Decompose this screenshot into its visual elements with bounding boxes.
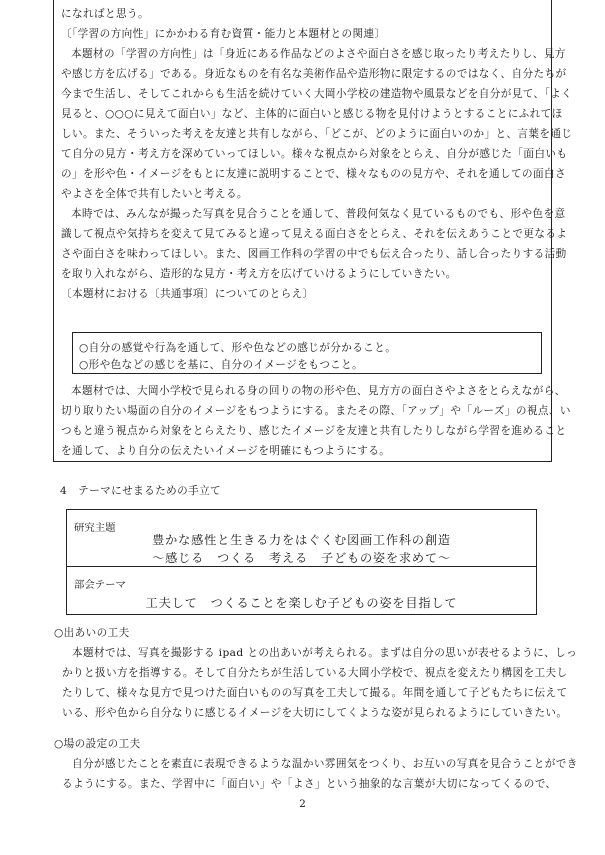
research-subtitle: ～感じる つくる 考える 子どもの姿を求めて～ [152,551,451,565]
common-item: ○自分の感覚や行為を通して、形や色などの感じが分かること。 [79,342,397,354]
text-line: 本題材では、写真を撮影する ipad との出あいが考えられる。まずは自分の思いが表せるように、しっ [72,647,578,659]
text-line: 見ると、○○○に見えて面白い」など、主体的に面白いと感じる物を見付けようとすることにふれてほ [61,108,563,120]
context-text-2 [61,381,571,461]
deai-section [54,623,578,723]
text-line: の」を形や色・イメージをもとに友達に説明することで、様々なものの見方や、それを通しての面白さ [61,168,566,180]
ba-heading: ○場の設定の工夫 [54,738,141,750]
ba-section [54,734,578,794]
subheading-line: 〔本題材における〔共通事項〕についてのとらえ〕 [61,288,314,300]
text-line: かりと扱い方を指導する。そして自分たちが生活している大岡小学校で、視点を変えたり構図を工夫し [62,667,568,679]
theme-box [66,509,537,615]
text-line: を通して、より自分の伝えたいイメージを明確にもつようにする。 [61,445,391,457]
research-title: 豊かな感性と生きる力をはぐくむ図画工作科の創造 [152,533,451,547]
text-line: しい。また、そういった考えを友達と共有しながら、「どこが、どのように面白いのか」と、言葉を通じ [61,128,573,140]
text-line: さや面白さを味わってほしい。また、図画工作科の学習の中でも伝え合ったり、話し合ったりする活動 [61,248,567,260]
section-4-heading: 4 テーマにせまるための手立て [60,485,222,497]
text-line: て自分の見方・考え方を深めていってほしい。様々な視点から対象をとらえ、自分が感じた「面白いも [61,148,568,160]
context-text [61,4,573,304]
text-line: たりして、様々な見方で見つけた面白いものの写真を工夫して撮る。年間を通して子どもたちに伝えて [62,687,568,699]
text-line: 自分が感じたことを素直に表現できるような温かい雰囲気をつくり、お互いの写真を見合うことができ [72,758,578,770]
text-line: や感じ方を広げる」である。身近なものを有名な美術作品や造形物に限定するのではなく、自分たちが [61,68,567,80]
common-items-box [72,332,542,374]
divider [67,566,536,567]
bukai-label: 部会テーマ [74,579,126,591]
deai-heading: ○出あいの工夫 [54,627,130,639]
research-label: 研究主題 [74,522,116,534]
subheading-line: 〔「学習の方向性」にかかわる育む資質・能力と本題材との関連〕 [61,28,386,40]
bukai-title: 工夫して つくることを楽しむ子どもの姿を目指して [145,596,458,610]
text-line: つもと違う視点から対象をとらえたり、感じたイメージを友達と共有したりしながら学習を進めること [61,425,567,437]
ba-body [54,754,578,794]
deai-body [54,643,578,723]
text-line: 今まで生活し、そしてこれからも生活を続けていく大岡小学校の建造物や風景などを自分が見て、「よく [61,88,573,100]
page-number: 2 [299,798,306,810]
text-line: 切り取りたい場面の自分のイメージをもつようにする。またその際、「アップ」や「ルーズ」の視点、い [61,405,571,417]
text-line: になればと思う。 [61,8,149,20]
text-line: を取り入れながら、造形的な見方・考え方を広げていけるようにしていきたい。 [61,268,457,280]
text-line: 本題材の「学習の方向性」は「身近にある作品などのよさや面白さを感じ取ったり考えたりし、見方 [71,48,566,60]
common-item: ○形や色などの感じを基に、自分のイメージをもつこと。 [79,359,364,371]
text-line: いる、形や色から自分なりに感じるイメージを大切にしてくような姿が見られるようにしていきたい。 [62,707,568,719]
text-line: るようにする。また、学習中に「面白い」や「よさ」という抽象的な言葉が大切になってくるので、 [62,778,557,790]
context-box [53,0,573,462]
text-line: 本題材では、大岡小学校で見られる身の回りの物の形や色、見方方の面白さやよさをとらえながら、 [71,385,566,397]
text-line: やよさを全体で共有したいと考える。 [61,188,248,200]
text-line: 本時では、みんなが撮った写真を見合うことを通して、普段何気なく見ているものでも、形や色を意 [71,208,566,220]
text-line: 識して視点や気持ちを変えて見てみると違って見える面白さをとらえ、それを伝えあうことで更なるよ [61,228,568,240]
